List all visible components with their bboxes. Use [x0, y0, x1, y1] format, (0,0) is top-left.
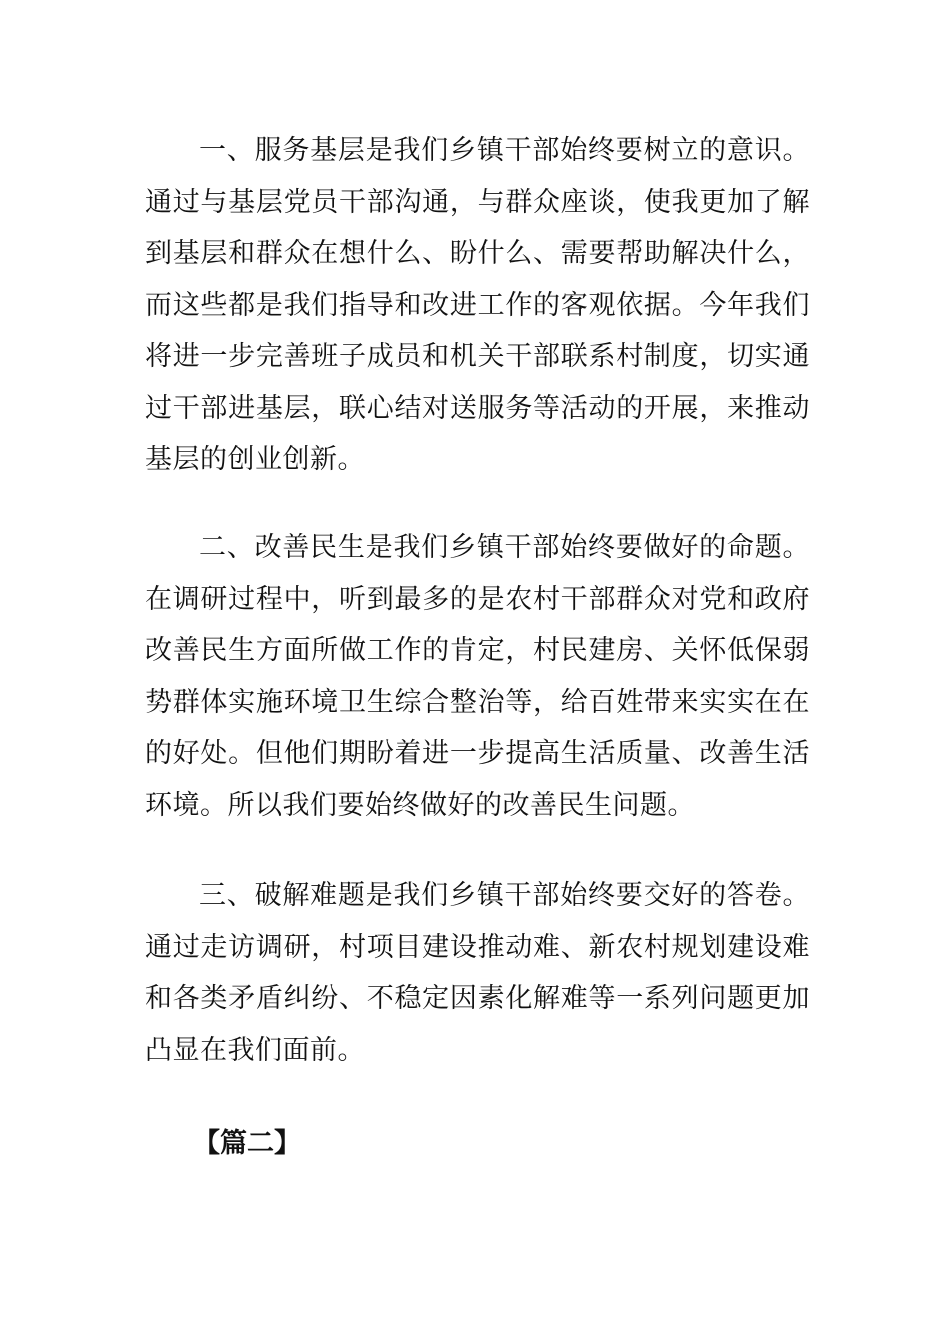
paragraph-improve-livelihood: 二、改善民生是我们乡镇干部始终要做好的命题。在调研过程中，听到最多的是农村干部群众对党和政府改善民生方面所做工作的肯定，村民建房、关怀低保弱势群体实施环境卫生综合整治等，给百姓带来实实在在的好处。但他们期盼着进一步提高生活质量、改善生活环境。所以我们要始终做好的改善民生问题。	[145, 532, 810, 821]
paragraph-serve-grassroots: 一、服务基层是我们乡镇干部始终要树立的意识。通过与基层党员干部沟通，与群众座谈，使我更加了解到基层和群众在想什么、盼什么、需要帮助解决什么，而这些都是我们指导和改进工作的客观依据。今年我们将进一步完善班子成员和机关干部联系村制度，切实通过干部进基层，联心结对送服务等活动的开展，来推动基层的创业创新。	[145, 135, 810, 475]
paragraph-solve-problems: 三、破解难题是我们乡镇干部始终要交好的答卷。通过走访调研，村项目建设推动难、新农村规划建设难和各类矛盾纠纷、不稳定因素化解难等一系列问题更加凸显在我们面前。	[145, 880, 810, 1066]
section-heading: 【篇二】	[193, 1128, 301, 1159]
